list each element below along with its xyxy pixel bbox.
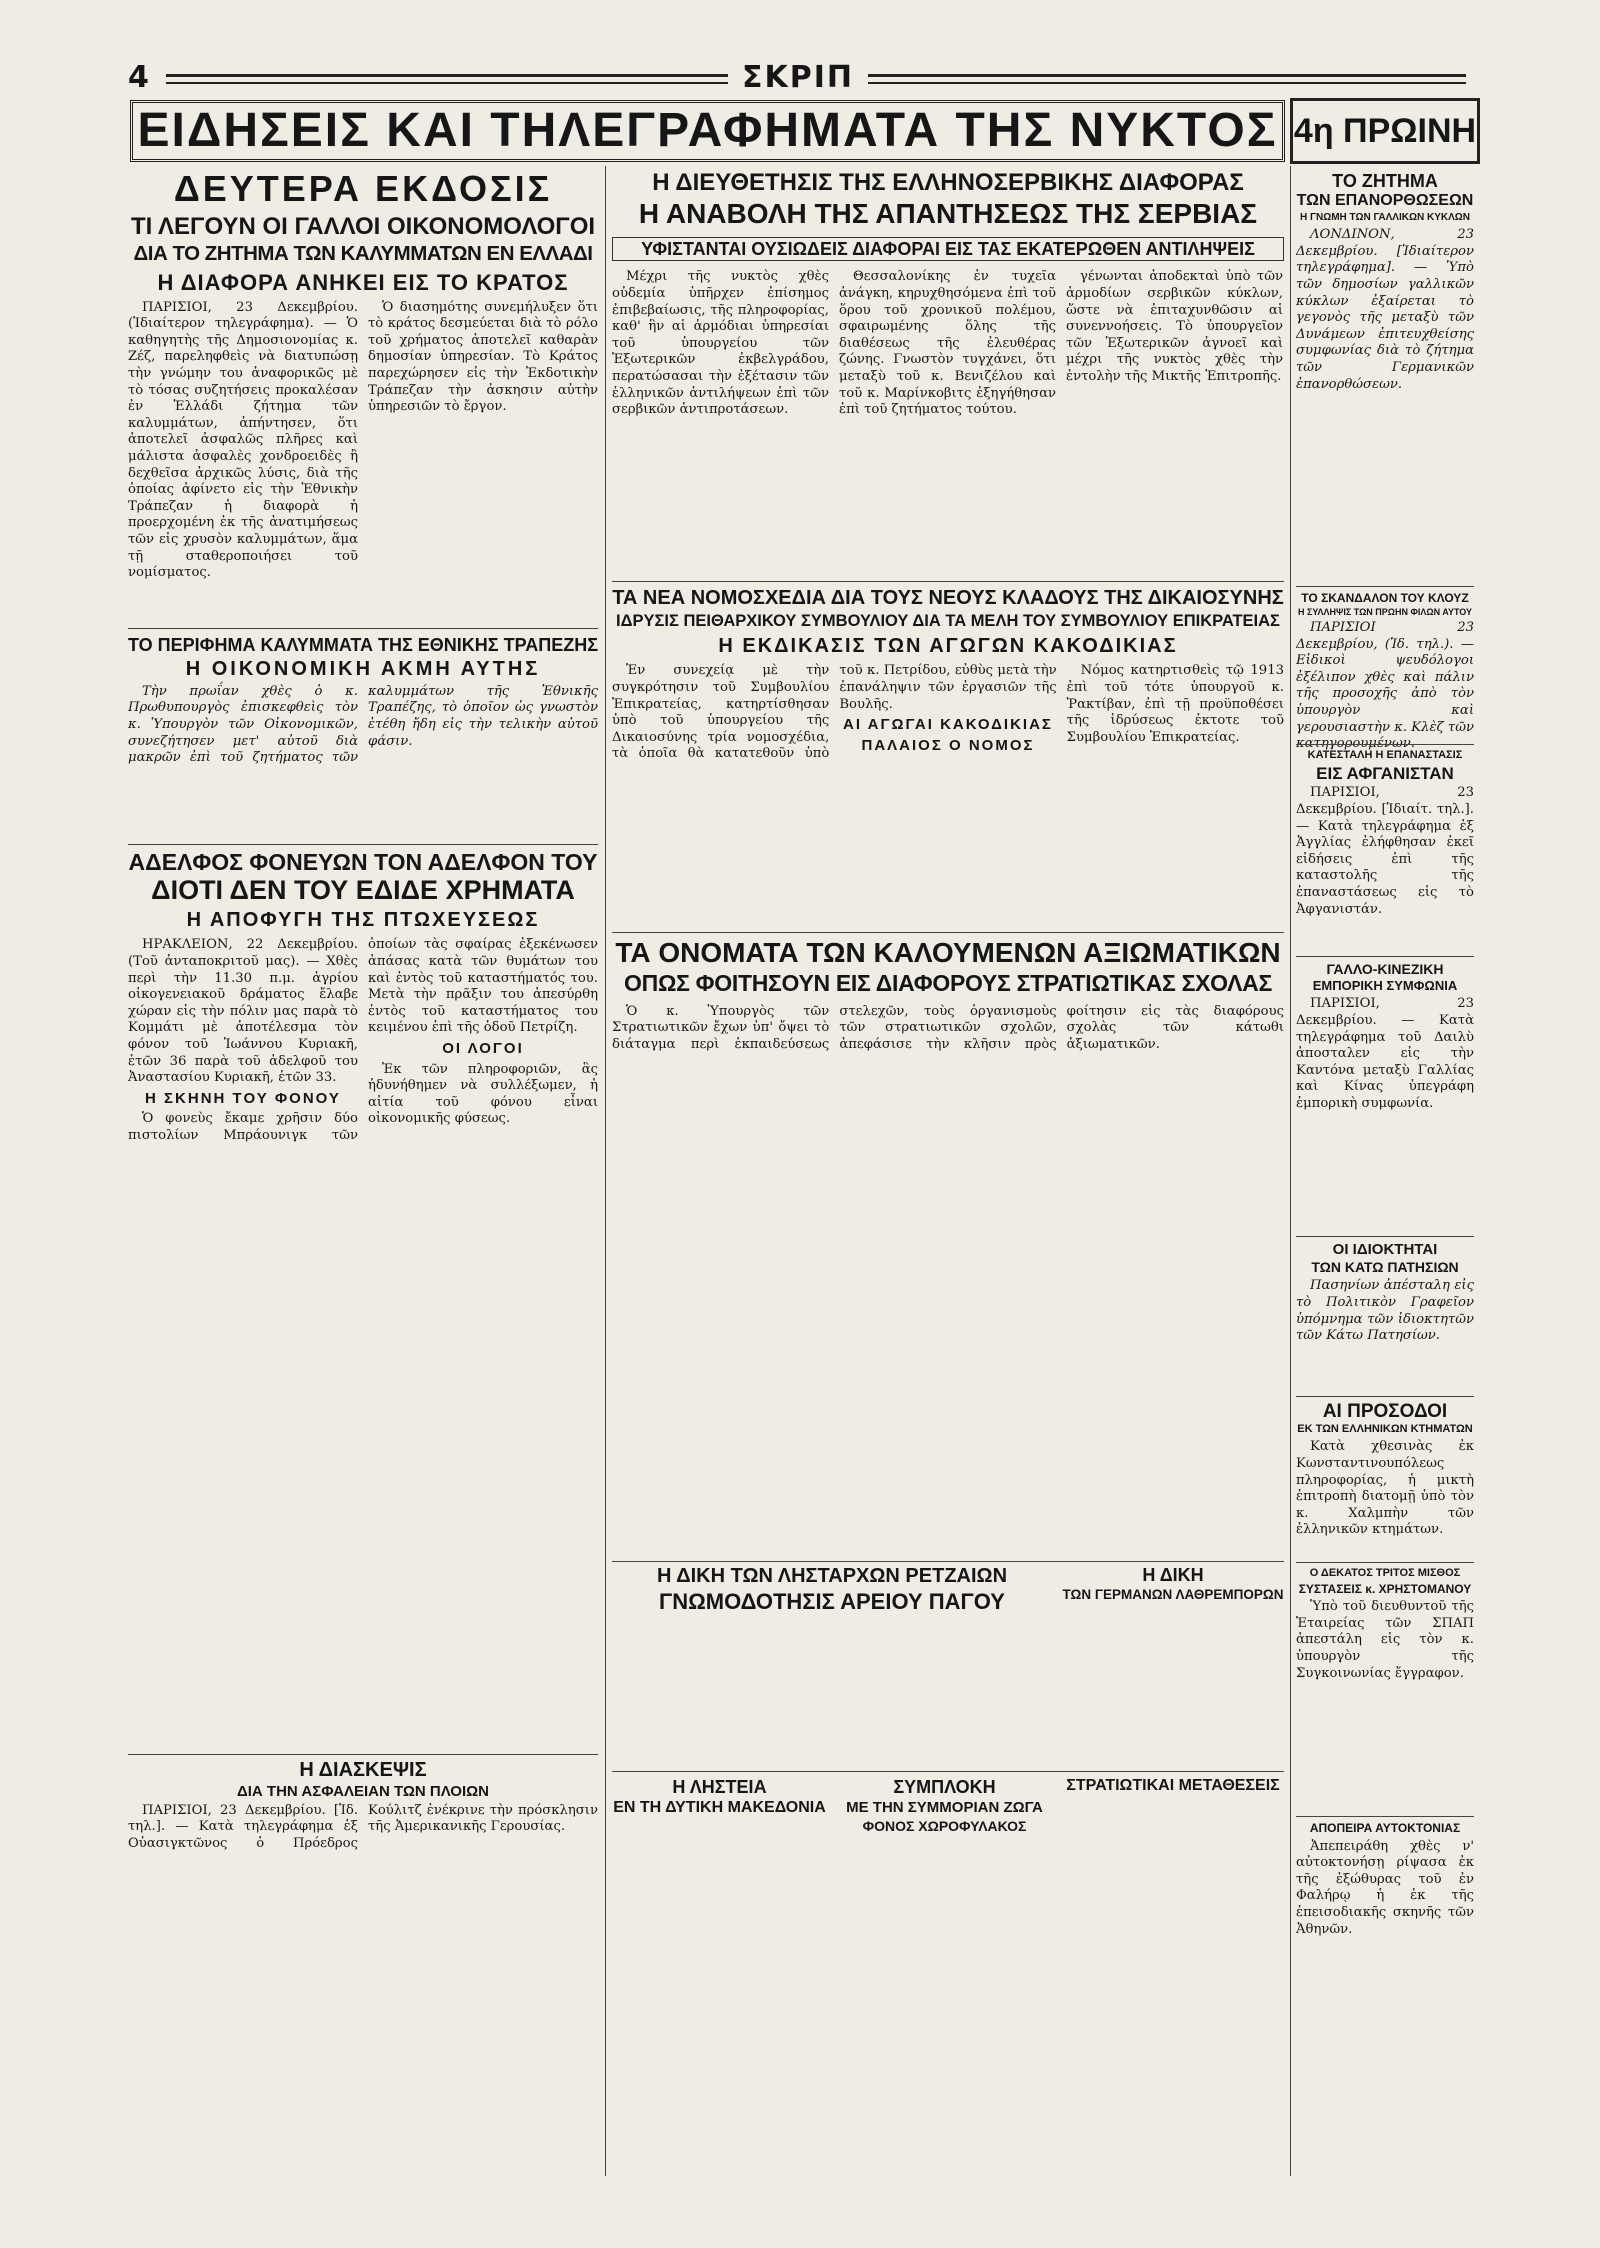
paragraph: γένωνται ἀποδεκταὶ ὑπὸ τῶν ἁρμοδίων σερβικῶν κύκλων, ὥστε νὰ ἐπιταχυνθῶσιν αἱ συνεννοήσεις. Τὸ ὑπουργεῖον τῶν Ἐξωτερικῶν ἀγνοεῖ καὶ μέχρι τῆς νυκτὸς χθὲς τὴν ἐντολὴν τῆς Μικτῆς Ἐπιτροπῆς. <box>1066 269 1283 385</box>
paragraph: ΠΑΡΙΣΙΟΙ, 23 Δεκεμβρίου. [Ἰδ. τηλ.]. — Κατὰ τηλεγράφημα ἐξ Οὐασιγκτῶνος ὁ Πρόεδρος Κούλιτζ ἐνέκρινε τὴν πρόσκλησιν τῆς Ἀμερικανικῆς Γερουσίας. <box>128 1802 598 1851</box>
paragraph: ΠΑΡΙΣΙΟΙ 23 Δεκεμβρίου, (Ἰδ. τηλ.). — Εἰδικοὶ ψευδόλογοι ἐξέλιπον χθὲς καὶ πάλιν τῆς προσοχῆς ἀπὸ τὸν ὑπουργὸν καὶ γερουσιαστὴν κ. Κλὲζ τῶν κατηγορουμένων. <box>1296 620 1474 752</box>
paragraph: Τὴν πρωΐαν χθὲς ὁ κ. Πρωθυπουργὸς ἐπισκεφθεὶς τὸν κ. Ὑπουργὸν τῶν Οἰκονομικῶν, συνεζήτησεν μετ' αὐτοῦ διὰ μακρῶν ἐπὶ τοῦ ζητήματος τῶν καλυμμάτων τῆς Ἐθνικῆς Τραπέζης, τὸ ὁποῖον ὡς γνωστὸν ἐτέθη ἤδη εἰς τὴν τελικὴν αὐτοῦ φάσιν. <box>128 683 598 766</box>
headline: ΤΟ ΖΗΤΗΜΑ <box>1332 172 1438 191</box>
subheading: Η ΣΚΗΝΗ ΤΟΥ ΦΟΝΟΥ <box>145 1089 341 1107</box>
paragraph: Ὁ κ. Ὑπουργὸς τῶν Στρατιωτικῶν ἔχων ὑπ' ὄψει τὸ διάταγμα περὶ ἐκπαιδεύσεως στελεχῶν, τοὺς ὀργανισμοὺς τῶν στρατιωτικῶν σχολῶν, ἀπεφάσισε τὴν κλῆσιν πρὸς φοίτησιν εἰς τὰς διαφόρους σχολὰς τῶν κάτωθι ἀξιωματικῶν. <box>612 1003 1284 1052</box>
article-text <box>128 1803 598 1853</box>
article-text <box>1066 269 1283 519</box>
divider <box>1296 1562 1474 1563</box>
column-divider <box>1290 166 1291 2176</box>
article-text <box>1296 996 1474 1236</box>
headline: ΣΤΡΑΤΙΩΤΙΚΑΙ ΜΕΤΑΘΕΣΕΙΣ <box>1066 1778 1280 1794</box>
divider <box>1296 1816 1474 1817</box>
paragraph: Ἐν συνεχείᾳ μὲ τὴν συγκρότησιν τοῦ Συμβουλίου Ἐπικρατείας, κατηρτίσθησαν ὑπὸ τοῦ ὑπουργείου τῆς Δικαιοσύνης τρία νομοσχέδια, τὰ ὁποῖα θὰ κατατεθοῦν ὑπὸ τοῦ κ. Πετρίδου, εὐθὺς μετὰ τὴν ἐπανάληψιν τῶν ἐργασιῶν τῆς Βουλῆς. <box>612 663 1057 762</box>
headline: ΓΑΛΛΟ-ΚΙΝΕΖΙΚΗ <box>1326 962 1444 977</box>
page-number: 4 <box>128 60 149 95</box>
headline: ΤΩΝ ΓΕΡΜΑΝΩΝ ΛΑΘΡΕΜΠΟΡΩΝ <box>1062 1587 1284 1602</box>
headline: ΥΦΙΣΤΑΝΤΑΙ ΟΥΣΙΩΔΕΙΣ ΔΙΑΦΟΡΑΙ ΕΙΣ ΤΑΣ ΕΚΑΤΕΡΩΘΕΝ ΑΝΤΙΛΗΨΕΙΣ <box>612 237 1284 262</box>
article-text <box>1296 1599 1474 1819</box>
column-left <box>128 166 598 2176</box>
headline: ΤΟ ΠΕΡΙΦΗΜΑ ΚΑΛΥΜΜΑΤΑ ΤΗΣ ΕΘΝΙΚΗΣ ΤΡΑΠΕΖΗΣ <box>128 636 598 655</box>
article-text <box>368 300 598 584</box>
divider <box>1296 586 1474 587</box>
article-text <box>1296 227 1474 477</box>
headline: ΤΩΝ ΚΑΤΩ ΠΑΤΗΣΙΩΝ <box>1311 1259 1459 1275</box>
headline: ΤΙ ΛΕΓΟΥΝ ΟΙ ΓΑΛΛΟΙ ΟΙΚΟΝΟΜΟΛΟΓΟΙ <box>130 213 596 239</box>
divider <box>128 844 598 845</box>
column-right <box>1296 166 1474 2176</box>
edition-heading: ΔΕΥΤΕΡΑ ΕΚΔΟΣΙΣ <box>173 170 553 208</box>
divider <box>612 1561 1284 1562</box>
paragraph: Ὁ διασημότης συνεμήλυξεν ὅτι τὸ κράτος δεσμεύεται διὰ τὸ ρόλο τοῦ χρήματος ἀποτελεῖ καθαρὰν δημοσίαν ὑπηρεσίαν. Τὸ Κράτος παρεχώρησεν εἰς τὴν Ἐκδοτικὴν Τράπεζαν τὴν ἀσκησιν αὐτὴν ὑπηρεσιῶν τὸ ἔργον. <box>368 299 598 415</box>
paper-name: ΣΚΡΙΠ <box>728 60 868 95</box>
paragraph: Ἐκ τῶν πληροφοριῶν, ἃς ἠδυνήθημεν νὰ συλλέξωμεν, ἡ αἰτία τοῦ φόνου εἶναι οἰκονομικῆς φύσεως. <box>368 1061 598 1127</box>
headline: Η ΔΙΕΥΘΕΤΗΣΙΣ ΤΗΣ ΕΛΛΗΝΟΣΕΡΒΙΚΗΣ ΔΙΑΦΟΡΑΣ <box>652 170 1244 196</box>
headline: Η ΛΗΣΤΕΙΑ <box>672 1778 767 1797</box>
headline: ΓΝΩΜΟΔΟΤΗΣΙΣ ΑΡΕΙΟΥ ΠΑΓΟΥ <box>659 1590 1005 1614</box>
article-text <box>128 300 358 584</box>
paragraph: Ἀπεπειράθη χθὲς ν' αὐτοκτονήσῃ ρίψασα ἐκ τῆς ἐξώθυρας τοῦ ἐν Φαλήρῳ ἡ ἐκ τῆς ἐπεισοδιακῆς σκηνῆς τῶν Ἀθηνῶν. <box>1296 1838 1474 1937</box>
paragraph: ΠΑΡΙΣΙΟΙ, 23 Δεκεμβρίου. (Ἰδιαίτερον τηλεγράφημα). — Ὁ καθηγητὴς τῆς Δημοσιονομίας κ. Ζέζ, παρεληφθεὶς νὰ διατυπώσῃ τὴν γνώμην του ἀναφορικῶς μὲ τὸ τόσας συζητήσεις προκαλέσαν ἐν Ἑλλάδι ζήτημα τῶν καλυμμάτων, ἀπήντησεν, ὅτι ἀποτελεῖ ἀσφαλῶς πλῆρες καὶ μάλιστα ἀσφαλὲς χονδροειδὲς ἢ δεχθεῖσα ἀρχικῶς λύσις, διὰ τῆς ὁποίας ἀφίνετο εἰς τὴν Ἐθνικὴν Τράπεζαν ἡ διαφορὰ ἡ προερχομένη ἐκ τῆς ἀνατιμήσεως τῶν εἰς χρυσὸν καλυμμάτων, ἅμα τῇ σταθεροποιήσει τοῦ νομίσματος. <box>128 299 358 581</box>
headline: ΑΠΟΠΕΙΡΑ ΑΥΤΟΚΤΟΝΙΑΣ <box>1309 1822 1461 1835</box>
headline: ΜΕ ΤΗΝ ΣΥΜΜΟΡΙΑΝ ΖΩΓΑ <box>846 1799 1043 1816</box>
paragraph: Νόμος κατηρτισθεὶς τῷ 1913 ἐπὶ τοῦ τότε ὑπουργοῦ κ. Ῥακτίβαν, ἐπὶ τῇ προϋποθέσει τῆς ἱδρύσεως ἐκτοτε τοῦ Συμβουλίου Ἐπικρατείας. <box>1066 663 1284 745</box>
paragraph: Μέχρι τῆς νυκτὸς χθὲς οὐδεμία ὑπῆρχεν ἐπίσημος ἐπιβεβαίωσις, τῆς πληροφορίας, καθ' ἣν αἱ ἁρμόδιαι ὑπηρεσίαι τοῦ ὑπουργείου τῶν Ἐξωτερικῶν ἐκβελγράδου, περατώσασαι τὴν ἐξέτασιν τῶν ἑλληνικῶν ἀντιλήψεων ἐπὶ τῶν σερβικῶν ἀντιπροτάσεων. <box>612 269 829 418</box>
headline: ΣΥΜΠΛΟΚΗ <box>893 1778 996 1797</box>
article-text <box>612 1004 1284 1534</box>
article-text <box>1296 1839 1474 1939</box>
column-middle <box>612 166 1284 2176</box>
subheading: ΠΑΛΑΙΟΣ Ο ΝΟΜΟΣ <box>861 736 1035 754</box>
article-text <box>612 663 1284 923</box>
headline: ΤΑ ΟΝΟΜΑΤΑ ΤΩΝ ΚΑΛΟΥΜΕΝΩΝ ΑΞΙΩΜΑΤΙΚΩΝ <box>615 938 1281 968</box>
headline: Η ΑΠΟΦΥΓΗ ΤΗΣ ΠΤΩΧΕΥΣΕΩΣ <box>186 910 540 932</box>
headline: Η ΓΝΩΜΗ ΤΩΝ ΓΑΛΛΙΚΩΝ ΚΥΚΛΩΝ <box>1299 212 1471 223</box>
headline: ΟΠΩΣ ΦΟΙΤΗΣΟΥΝ ΕΙΣ ΔΙΑΦΟΡΟΥΣ ΣΤΡΑΤΙΩΤΙΚΑΣ ΣΧΟΛΑΣ <box>624 971 1272 996</box>
headline: ΤΑ ΝΕΑ ΝΟΜΟΣΧΕΔΙΑ ΔΙΑ ΤΟΥΣ ΝΕΟΥΣ ΚΛΑΔΟΥΣ ΤΗΣ ΔΙΚΑΙΟΣΥΝΗΣ <box>612 588 1284 609</box>
headline: Η ΑΝΑΒΟΛΗ ΤΗΣ ΑΠΑΝΤΗΣΕΩΣ ΤΗΣ ΣΕΡΒΙΑΣ <box>638 199 1258 229</box>
headline: ΕΝ ΤΗ ΔΥΤΙΚΗ ΜΑΚΕΔΟΝΙΑ <box>613 1799 826 1816</box>
paragraph: ΗΡΑΚΛΕΙΟΝ, 22 Δεκεμβρίου. (Τοῦ ἀνταποκριτοῦ μας). — Χθὲς περὶ τὴν 11.30 π.μ. ἀγρίου οἰκογενειακοῦ δράματος ἔλαβε χώραν εἰς τὴν πόλιν μας παρὰ τὸ Κομμάτι μὲ ἀποτέλεσμα τὸν φόνον τοῦ Ἰωάννου Κυριακῆ, ἐτῶν 36 παρὰ τοῦ ἀδελφοῦ του Ἀναστασίου Κυριακῆ, ἐτῶν 33. <box>128 937 358 1086</box>
divider <box>1296 956 1474 957</box>
headline: ΕΚ ΤΩΝ ΕΛΛΗΝΙΚΩΝ ΚΤΗΜΑΤΩΝ <box>1297 1423 1473 1435</box>
article-text <box>612 269 829 519</box>
masthead <box>128 60 1473 94</box>
edition-banner: 4η ΠΡΩΙΝΗ <box>1290 98 1480 164</box>
paragraph: ΠΑΡΙΣΙΟΙ, 23 Δεκεμβρίου. [Ἰδιαίτ. τηλ.]. — Κατὰ τηλεγράφημα ἐξ Ἀγγλίας ἐλήφθησαν ἐκεῖ εἰδήσεις ἐπὶ τῆς καταστολῆς τῆς ἐπαναστάσεως εἰς τὸ Ἀφγανιστάν. <box>1296 785 1474 917</box>
headline: ΕΜΠΟΡΙΚΗ ΣΥΜΦΩΝΙΑ <box>1312 978 1458 993</box>
headline: ΦΟΝΟΣ ΧΩΡΟΦΥΛΑΚΟΣ <box>862 1818 1027 1834</box>
article-text <box>1296 1439 1474 1559</box>
paragraph: Κατὰ χθεσινὰς ἐκ Κωνσταντινουπόλεως πληροφορίας, ἡ μικτὴ ἐπιτροπὴ διατομῇ ὑπὸ τὸν κ. Χαλμπὴν τῶν ἑλληνικῶν κτημάτων. <box>1296 1439 1474 1538</box>
divider <box>612 581 1284 582</box>
headline: Η ΔΙΑΣΚΕΨΙΣ <box>299 1760 427 1781</box>
subheading: ΟΙ ΛΟΓΟΙ <box>442 1040 524 1058</box>
paragraph: Ὑπὸ τοῦ διευθυντοῦ τῆς Ἑταιρείας τῶν ΣΠΑΠ ἀπεστάλη εἰς τὸν κ. ὑπουργὸν τῆς Συγκοινωνίας ἔγγραφον. <box>1296 1599 1474 1681</box>
divider <box>1296 1236 1474 1237</box>
headline: ΤΩΝ ΕΠΑΝΟΡΘΩΣΕΩΝ <box>1296 192 1474 209</box>
headline: ΣΥΣΤΑΣΕΙΣ κ. ΧΡΗΣΤΟΜΑΝΟΥ <box>1298 1582 1472 1596</box>
headline: Η ΣΥΛΛΗΨΙΣ ΤΩΝ ΠΡΩΗΝ ΦΙΛΩΝ ΑΥΤΟΥ <box>1297 607 1473 617</box>
headline: ΔΙΑ ΤΟ ΖΗΤΗΜΑ ΤΩΝ ΚΑΛΥΜΜΑΤΩΝ ΕΝ ΕΛΛΑΔΙ <box>133 242 593 265</box>
column-divider <box>605 166 606 2176</box>
headline: ΚΑΤΕΣΤΑΛΗ Η ΕΠΑΝΑΣΤΑΣΙΣ <box>1307 750 1463 761</box>
headline: Η ΟΙΚΟΝΟΜΙΚΗ ΑΚΜΗ ΑΥΤΗΣ <box>185 658 541 680</box>
divider <box>612 932 1284 933</box>
article-text <box>839 269 1056 519</box>
divider <box>612 1771 1284 1772</box>
headline: ΙΔΡΥΣΙΣ ΠΕΙΘΑΡΧΙΚΟΥ ΣΥΜΒΟΥΛΙΟΥ ΔΙΑ ΤΑ ΜΕΛΗ ΤΟΥ ΣΥΜΒΟΥΛΙΟΥ ΕΠΙΚΡΑΤΕΙΑΣ <box>616 613 1280 630</box>
headline: Η ΕΚΔΙΚΑΣΙΣ ΤΩΝ ΑΓΩΓΩΝ ΚΑΚΟΔΙΚΙΑΣ <box>718 636 1178 658</box>
headline: Η ΔΙΑΦΟΡΑ ΑΝΗΚΕΙ ΕΙΣ ΤΟ ΚΡΑΤΟΣ <box>157 270 569 294</box>
divider <box>128 628 598 629</box>
article-text <box>128 937 598 1697</box>
paragraph: ΛΟΝΔΙΝΟΝ, 23 Δεκεμβρίου. [Ἰδιαίτερον τηλεγράφημα]. — Ὑπὸ τῶν δημοσίων γαλλικῶν κύκλων ἐξαίρεται τὸ γεγονὸς τῆς μεταξὺ τῶν Δυνάμεων ἐπιτευχθείσης συμφωνίας διὰ τὸ ζήτημα τῶν Γερμανικῶν ἐπανορθώσεων. <box>1296 227 1474 392</box>
headline: ΑΙ ΠΡΟΣΟΔΟΙ <box>1322 1402 1448 1422</box>
paragraph: Θεσσαλονίκης ἐν τυχεῖα ἀνάγκη, κηρυχθησόμενα ἐπὶ τοῦ ὅρου τοῦ χρονικοῦ πολέμου, σφαιρωμένης ὅλης τῆς διαθέσεως τῆς ἐλευθέρας ζώνης. Γνωστὸν τυγχάνει, ὅτι μεταξὺ τοῦ κ. Βενιζέλου καὶ τοῦ κ. Μαρίνκοβιτς ἐξηγήθησαν ἐπὶ τοῦ ζητήματος τούτου. <box>839 269 1056 418</box>
headline: ΕΙΣ ΑΦΓΑΝΙΣΤΑΝ <box>1316 764 1454 783</box>
paragraph: Πασηνίων ἀπέσταλη εἰς τὸ Πολιτικὸν Γραφεῖον ὑπόμνημα τῶν ἰδιοκτητῶν τῶν Κάτω Πατησίων. <box>1296 1278 1474 1344</box>
article-text <box>128 684 598 767</box>
headline: ΔΙΟΤΙ ΔΕΝ ΤΟΥ ΕΔΙΔΕ ΧΡΗΜΑΤΑ <box>151 876 575 905</box>
divider <box>1296 1396 1474 1397</box>
headline: ΟΙ ΙΔΙΟΚΤΗΤΑΙ <box>1332 1242 1438 1258</box>
article-text <box>1296 785 1474 955</box>
headline: Ο ΔΕΚΑΤΟΣ ΤΡΙΤΟΣ ΜΙΣΘΟΣ <box>1309 1568 1461 1579</box>
headline: Η ΔΙΚΗ <box>1142 1566 1204 1585</box>
article-text <box>1296 620 1474 752</box>
headline: ΑΔΕΛΦΟΣ ΦΟΝΕΥΩΝ ΤΟΝ ΑΔΕΛΦΟΝ ΤΟΥ <box>128 850 598 875</box>
main-banner: ΕΙΔΗΣΕΙΣ ΚΑΙ ΤΗΛΕΓΡΑΦΗΜΑΤΑ ΤΗΣ ΝΥΚΤΟΣ <box>130 100 1285 162</box>
headline: ΔΙΑ ΤΗΝ ΑΣΦΑΛΕΙΑΝ ΤΩΝ ΠΛΟΙΩΝ <box>236 1784 490 1800</box>
paragraph: ΠΑΡΙΣΙΟΙ, 23 Δεκεμβρίου. — Κατὰ τηλεγράφημα τοῦ Δαιλὺ ἀποσταλεν εἰς τὴν Καντόνα μεταξὺ Γαλλίας καὶ Κίνας ὑπεγράφη ἐμπορικὴ συμφωνία. <box>1296 996 1474 1111</box>
headline: Η ΔΙΚΗ ΤΩΝ ΛΗΣΤΑΡΧΩΝ ΡΕΤΖΑΙΩΝ <box>656 1566 1008 1587</box>
paragraph: Ὁ φονεὺς ἔκαμε χρῆσιν δύο πιστολίων Μπράουνιγκ τῶν ὁποίων τὰς σφαίρας ἐξεκένωσεν ἀπάσας κατὰ τῶν θυμάτων του καὶ ἐντὸς τοῦ καταστήματός του. Μετὰ τὴν πρᾶξιν του ἀπεσύρθη ἐντὸς τοῦ καταστήματος του κειμένου ἐπὶ τῆς ὁδοῦ Πετρίζη. <box>128 937 598 1144</box>
article-text <box>1296 1278 1474 1388</box>
divider <box>1296 744 1474 745</box>
divider <box>128 1754 598 1755</box>
headline: ΤΟ ΣΚΑΝΔΑΛΟΝ ΤΟΥ ΚΛΟΥΖ <box>1301 592 1469 605</box>
subheading: ΑΙ ΑΓΩΓΑΙ ΚΑΚΟΔΙΚΙΑΣ <box>843 716 1053 734</box>
